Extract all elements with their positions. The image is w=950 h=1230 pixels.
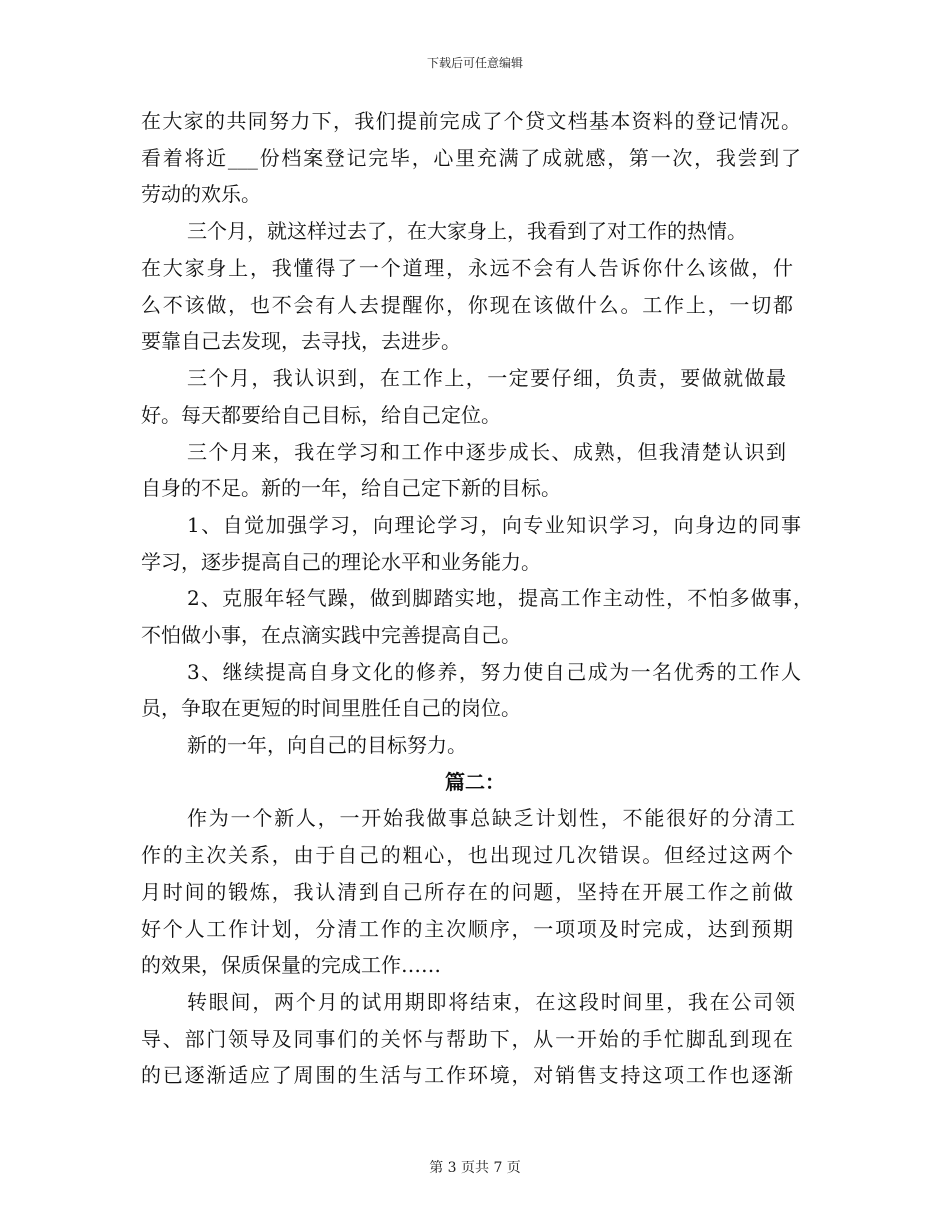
text-line: 好。每天都要给自己目标，给自己定位。 <box>141 403 501 427</box>
text-line: 学习，逐步提高自己的理论水平和业务能力。 <box>141 550 541 574</box>
text-line: 三个月来，我在学习和工作中逐步成长、成熟，但我清楚认识到 <box>187 440 786 464</box>
page-header: 下载后可任意编辑 <box>426 56 523 70</box>
text-line: 的已逐渐适应了周围的生活与工作环境，对销售支持这项工作也逐渐 <box>141 1063 793 1087</box>
text-line: 月时间的锻炼，我认清到自己所存在的问题，坚持在开展工作之前做 <box>141 880 793 904</box>
text-line: 的效果，保质保量的完成工作…… <box>141 953 441 977</box>
text-line: 作为一个新人，一开始我做事总缺乏计划性，不能很好的分清工 <box>187 806 795 830</box>
text-line: 劳动的欢乐。 <box>141 182 261 206</box>
text-line: 新的一年，向自己的目标努力。 <box>187 733 467 757</box>
text-line: 自身的不足。新的一年，给自己定下新的目标。 <box>141 476 561 500</box>
text-line: 3、继续提高自身文化的修养，努力使自己成为一名优秀的工作人 <box>187 660 801 684</box>
text-line: 转眼间，两个月的试用期即将结束，在这段时间里，我在公司领 <box>187 990 795 1014</box>
text-line: 员，争取在更短的时间里胜任自己的岗位。 <box>141 696 521 720</box>
text-line: 2、克服年轻气躁，做到脚踏实地，提高工作主动性，不怕多做事， <box>187 586 813 610</box>
text-line: 好个人工作计划，分清工作的主次顺序，一项项及时完成，达到预期 <box>141 917 793 941</box>
text-line: 不怕做小事，在点滴实践中完善提高自己。 <box>141 623 521 647</box>
text-line: 1、自觉加强学习，向理论学习，向专业知识学习，向身边的同事 <box>187 513 801 537</box>
text-line: 在大家的共同努力下，我们提前完成了个贷文档基本资料的登记情况。 <box>141 109 801 133</box>
text-line: 要靠自己去发现，去寻找，去进步。 <box>141 329 461 353</box>
text-line: 么不该做，也不会有人去提醒你，你现在该做什么。工作上，一切都 <box>141 293 793 317</box>
text-line: 三个月，我认识到，在工作上，一定要仔细，负责，要做就做最 <box>187 366 786 390</box>
text-line: 作的主次关系，由于自己的粗心，也出现过几次错误。但经过这两个 <box>141 843 793 867</box>
text-line: 看着将近___份档案登记完毕，心里充满了成就感，第一次，我尝到了 <box>141 146 801 170</box>
section-heading: 篇二： <box>445 770 505 794</box>
page-footer: 第 3 页共 7 页 <box>429 1160 521 1176</box>
text-line: 三个月，就这样过去了，在大家身上，我看到了对工作的热情。 <box>187 219 747 243</box>
text-line: 在大家身上，我懂得了一个道理，永远不会有人告诉你什么该做，什 <box>141 256 793 280</box>
text-line: 导、部门领导及同事们的关怀与帮助下，从一开始的手忙脚乱到现在 <box>141 1027 793 1051</box>
